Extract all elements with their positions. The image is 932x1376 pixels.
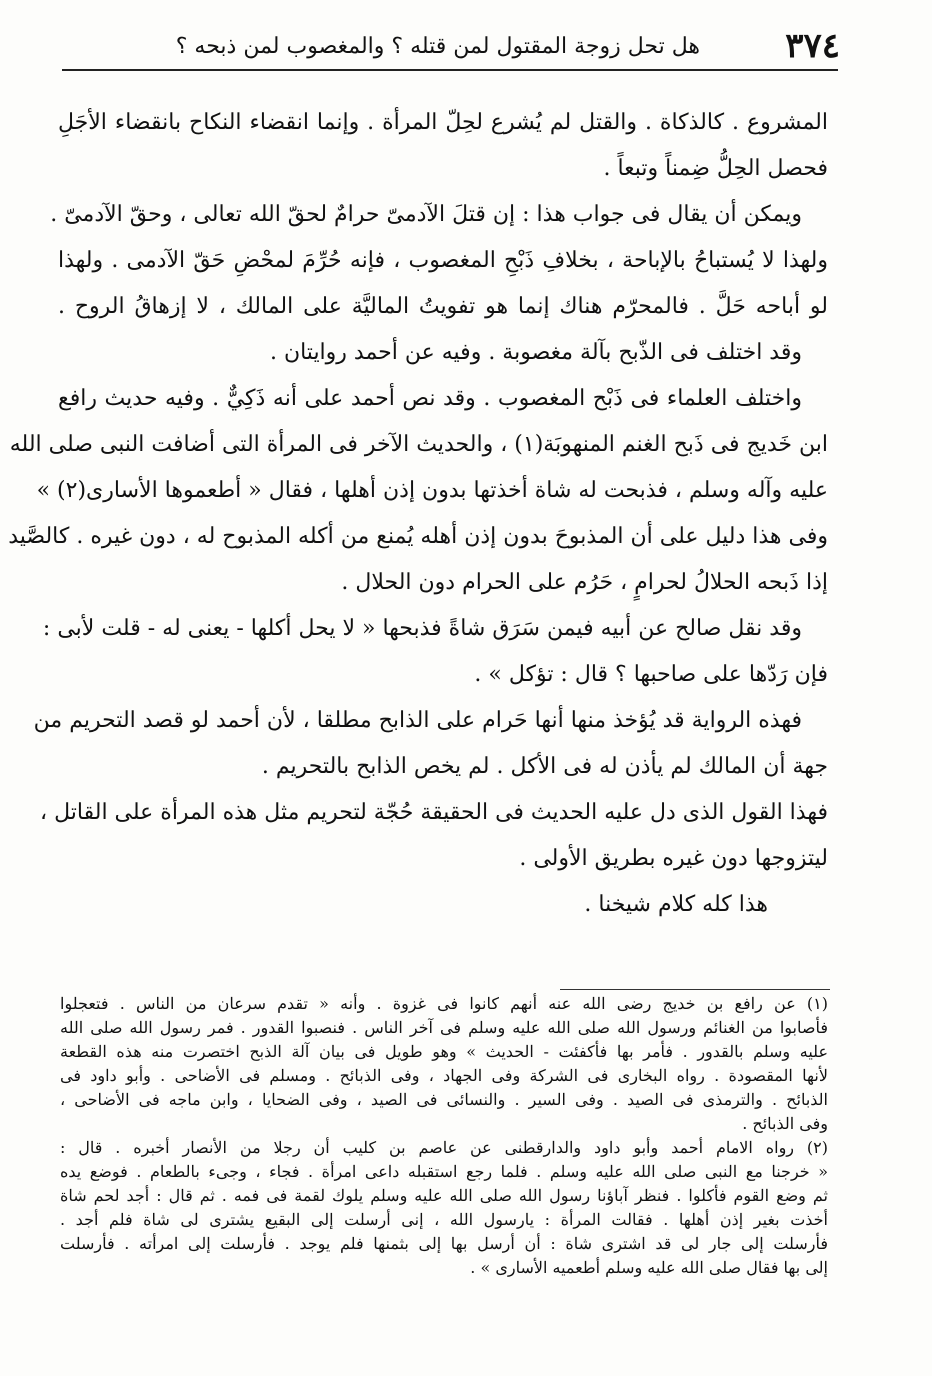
- footnote-separator: [560, 989, 830, 990]
- text-line: واختلف العلماء فى ذَبْح المغصوب . وقد نص أحمد على أنه ذَكِيٌّ . وفيه حديث رافع: [58, 386, 802, 411]
- page-header: [80, 26, 840, 68]
- text-line: ويمكن أن يقال فى جواب هذا : إن قتلَ الآدمىّ حرامٌ لحقّ الله تعالى ، وحقّ الآدمىّ .: [50, 202, 802, 227]
- footnote-line: (١) عن رافع بن خديج رضى الله عنه أنهم كانوا فى غزوة . وأنه « تقدم سرعان من الناس . فتعجلوا: [60, 994, 828, 1013]
- footnote-line: إلى بها فقال صلى الله عليه وسلم أطعميه الأسارى » .: [470, 1258, 828, 1277]
- running-title: هل تحل زوجة المقتول لمن قتله ؟ والمغصوب لمن ذبحه ؟: [175, 34, 700, 59]
- footnote-line: عليه وسلم بالقدور . فأمر بها فأكفئت - الحديث » وهو طويل فى بيان آلة الذبح اختصرت منه هذه القطعة: [60, 1042, 829, 1061]
- text-line: ابن خَديج فى ذَبح الغنم المنهوبَة(١) ، والحديث الآخر فى المرأة التى أضافت النبى صلى الله: [9, 432, 828, 457]
- footnote-line: لأنها المقصودة . رواه البخارى فى الشركة وفى الجهاد ، وفى الذبائح . ومسلم فى الأضاحى . وأبو داود فى: [60, 1066, 828, 1085]
- text-line: وقد نقل صالح عن أبيه فيمن سَرَق شاةً فذبحها « لا يحل أكلها - يعنى له - قلت لأبى :: [42, 616, 802, 641]
- text-line: المشروع . كالذكاة . والقتل لم يُشرع لحِلّ المرأة . وإنما انقضاء النكاح بانقضاء الأجَلِ: [58, 110, 828, 135]
- text-line: لو أباحه حَلَّ . فالمحرّم هناك إنما هو تفويتُ الماليَّة على المالك ، لا إزهاقُ الروح .: [58, 294, 828, 319]
- footnote-line: فأصابوا من الغنائم ورسول الله صلى الله عليه وسلم فى آخر الناس . فنصبوا القدور . فمر رسول الله صلى الله: [60, 1018, 828, 1037]
- page-number: ٣٧٤: [785, 26, 840, 66]
- text-line: ليتزوجها دون غيره بطريق الأولى .: [519, 846, 828, 871]
- footnote-line: فأرسلت إلى جار لى قد اشترى شاة : أن أرسل بها إلى بثمنها فلم يوجد . فأرسلت إلى امرأته . فأرسلت: [60, 1234, 829, 1253]
- text-line: فإن رَدّها على صاحبها ؟ قال : تؤكل » .: [474, 662, 828, 687]
- text-line: عليه وآله وسلم ، فذبحت له شاة أخذتها بدون إذن أهلها ، فقال « أطعموها الأسارى(٢) »: [36, 478, 828, 503]
- header-rule: [62, 69, 838, 71]
- text-line: فهذه الرواية قد يُؤخذ منها أنها حَرام على الذابح مطلقا ، لأن أحمد لو قصد التحريم من: [33, 708, 802, 733]
- text-line: فهذا القول الذى دل عليه الحديث فى الحقيقة حُجّة لتحريم مثل هذه المرأة على القاتل ،: [40, 800, 828, 825]
- footnote-line: (٢) رواه الامام أحمد وأبو داود والدارقطنى عن عاصم بن كليب أن رجلا من الأنصار أخبره . قال :: [60, 1138, 828, 1157]
- text-line: إذا ذَبحه الحلالُ لحرامٍ ، حَرُم على الحرام دون الحلال .: [341, 570, 828, 595]
- text-line: جهة أن المالك لم يأذن له فى الأكل . لم يخص الذابح بالتحريم .: [261, 754, 828, 779]
- main-text: [8, 100, 828, 928]
- footnote-line: الذبائح . والترمذى فى الصيد . وفى السير . والنسائى فى الصيد ، وفى الضحايا ، وابن ماجه فى الأضاحى ،: [60, 1090, 828, 1109]
- text-line: فحصل الحِلُّ ضِمناً وتبعاً .: [603, 156, 828, 181]
- footnotes: [60, 992, 828, 1280]
- text-line: وقد اختلف فى الذّبح بآلة مغصوبة . وفيه عن أحمد روايتان .: [269, 340, 802, 365]
- text-line: هذا كله كلام شيخنا .: [584, 892, 768, 917]
- footnote-line: أخذت بغير إذن أهلها . فقالت المرأة : يارسول الله ، إنى أرسلت إلى البقيع يشترى لى شاة فلم أجد .: [60, 1210, 828, 1229]
- footnote-line: « خرجنا مع النبى صلى الله عليه وسلم . فلما رجع استقبله داعى امرأة . فجاء ، وجىء بالطعام . فوضع يده: [60, 1162, 828, 1181]
- footnote-line: وفى الذبائح .: [742, 1114, 828, 1133]
- text-line: وفى هذا دليل على أن المذبوحَ بدون إذن أهله يُمنع من أكله المذبوح له ، دون غيره . كالصَّيد: [8, 524, 828, 549]
- text-line: ولهذا لا يُستباحُ بالإباحة ، بخلافِ ذَبْحِ المغصوب ، فإنه حُرِّمَ لمحْضِ حَقّ الآدمى . ولهذا: [58, 248, 828, 273]
- footnote-line: ثم وضع القوم فأكلوا . فنظر آباؤنا رسول الله صلى الله عليه وسلم يلوك لقمة فى فمه . ثم قال : أجد لحم شاة: [60, 1186, 828, 1205]
